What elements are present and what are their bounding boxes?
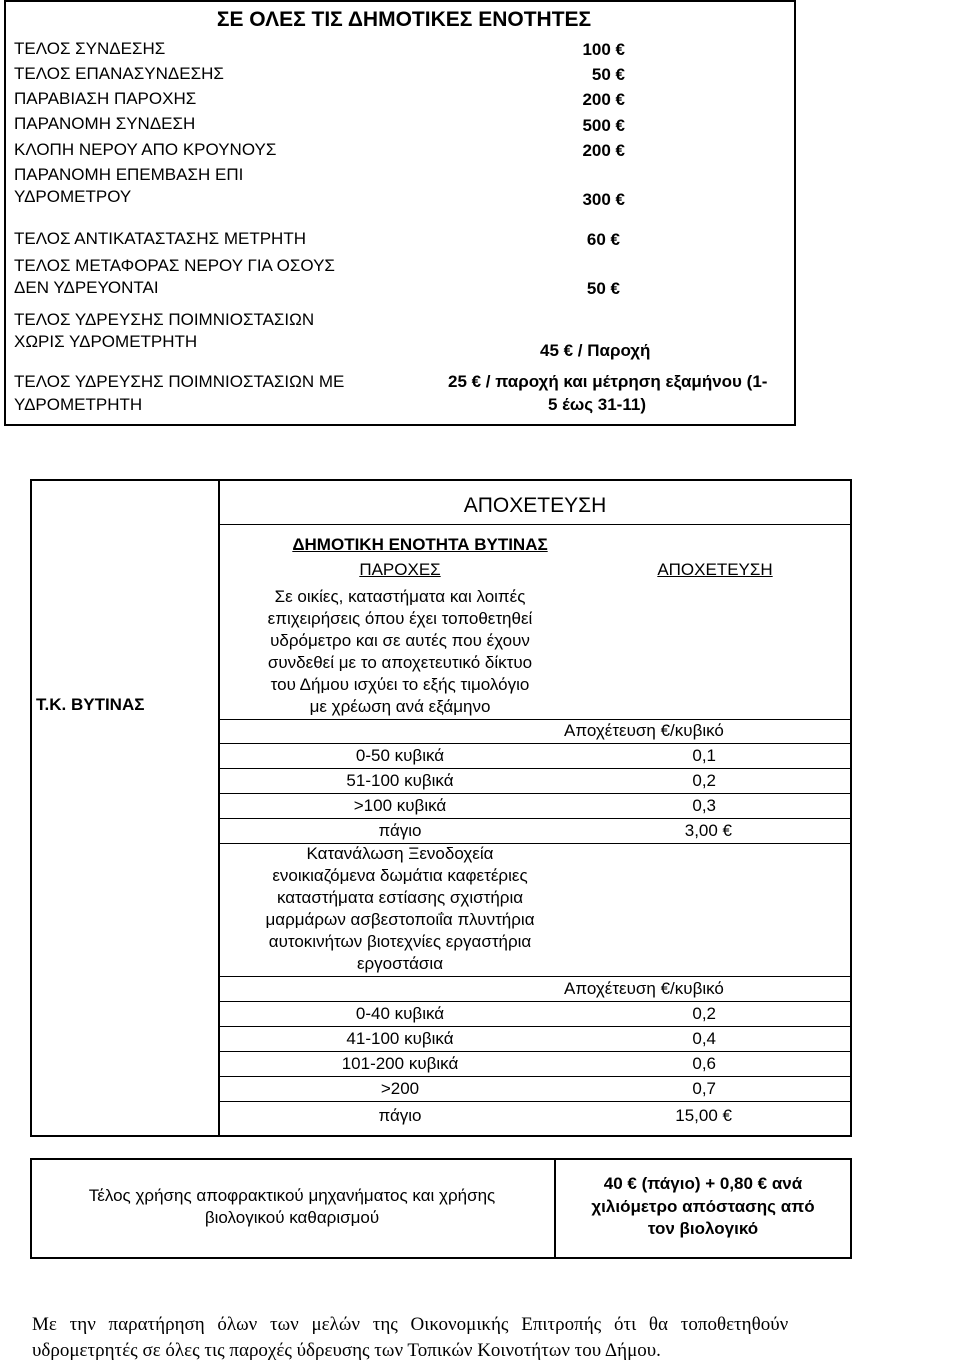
fee-label: ΠΑΡΑΒΙΑΣΗ ΠΑΡΟΧΗΣ xyxy=(14,89,197,108)
service-price: 40 € (πάγιο) + 0,80 € ανά xyxy=(603,1174,803,1193)
tier-price: 0,2 xyxy=(692,1004,716,1023)
fee-label: ΠΑΡΑΝΟΜΗ ΕΠΕΜΒΑΣΗ ΕΠΙ xyxy=(14,165,244,184)
tier-price: 0,2 xyxy=(692,771,716,790)
description-line: του Δήμου ισχύει το εξής τιμολόγιο xyxy=(270,675,530,694)
fee-value: 100 € xyxy=(582,40,625,59)
fee-value: 500 € xyxy=(582,116,625,135)
fee-value: 25 € / παροχή και μέτρηση εξαμήνου (1- xyxy=(448,372,768,391)
fee-value: 300 € xyxy=(582,190,625,209)
fee-label: ΧΩΡΙΣ ΥΔΡΟΜΕΤΡΗΤΗ xyxy=(14,332,198,351)
fee-value: 200 € xyxy=(582,141,625,160)
column-header-sewage: ΑΠΟΧΕΤΕΥΣΗ xyxy=(657,560,773,579)
fee-label: ΤΕΛΟΣ ΥΔΡΕΥΣΗΣ ΠΟΙΜΝΙΟΣΤΑΣΙΩΝ ΜΕ xyxy=(14,372,345,391)
tier-range: 41-100 κυβικά xyxy=(346,1029,454,1048)
column-header-supplies: ΠΑΡΟΧΕΣ xyxy=(359,560,441,579)
footer-line-justified: Με την παρατήρηση όλων των μελών της Οικονομικής Επιτροπής ότι θα τοποθετηθούν xyxy=(32,1314,789,1335)
business-line: μαρμάρων ασβεστοποιΐα πλυντήρια xyxy=(265,910,535,929)
business-line: Κατανάλωση Ξενοδοχεία xyxy=(306,844,494,863)
business-line: εργοστάσια xyxy=(356,954,444,973)
description-line: υδρόμετρο και σε αυτές που έχουν xyxy=(270,631,530,650)
row-divider xyxy=(219,793,852,794)
fees-title: ΣΕ ΟΛΕΣ ΤΙΣ ΔΗΜΟΤΙΚΕΣ ΕΝΟΤΗΤΕΣ xyxy=(216,8,592,31)
tier-price: 0,7 xyxy=(692,1079,716,1098)
fee-label: ΤΕΛΟΣ ΜΕΤΑΦΟΡΑΣ ΝΕΡΟΥ ΓΙΑ ΟΣΟΥΣ xyxy=(14,256,335,275)
tier-range: 51-100 κυβικά xyxy=(346,771,454,790)
fee-label: ΔΕΝ ΥΔΡΕΥΟΝΤΑΙ xyxy=(14,278,159,297)
description-line: Σε οικίες, καταστήματα και λοιπές xyxy=(274,587,526,606)
tier-price: 15,00 € xyxy=(675,1106,732,1125)
fee-label: ΥΔΡΟΜΕΤΡΗΤΗ xyxy=(14,395,143,414)
fee-value: 45 € / Παροχή xyxy=(540,341,651,360)
tier-range: >200 xyxy=(380,1079,420,1098)
description-line: επιχειρήσεις όπου έχει τοποθετηθεί xyxy=(267,609,533,628)
service-description: Τέλος χρήσης αποφρακτικού μηχανήματος και χρήσης xyxy=(88,1186,496,1205)
fee-value: 200 € xyxy=(582,90,625,109)
row-divider xyxy=(219,719,852,720)
row-divider xyxy=(219,976,852,977)
business-line: ενοικιαζόμενα δωμάτια καφετέριες xyxy=(272,866,528,885)
row-divider xyxy=(219,768,852,769)
fee-value: 60 € xyxy=(586,230,620,249)
business-line: καταστήματα εστίασης σχιστήρια xyxy=(276,888,524,907)
rate-header: Αποχέτευση €/κυβικό xyxy=(564,721,724,740)
tier-price: 3,00 € xyxy=(684,821,732,840)
tier-price: 0,1 xyxy=(692,746,716,765)
footer-line: υδρομετρητές σε όλες τις παροχές ύδρευσης των Τοπικών Κοινοτήτων του Δήμου. xyxy=(32,1340,661,1361)
fee-label: ΤΕΛΟΣ ΣΥΝΔΕΣΗΣ xyxy=(14,39,166,58)
tier-range: 0-50 κυβικά xyxy=(355,746,445,765)
tier-range: πάγιο xyxy=(378,1106,422,1125)
service-price: χιλιόμετρο απόστασης από xyxy=(591,1197,815,1216)
row-divider xyxy=(219,1026,852,1027)
title-divider xyxy=(219,524,852,525)
row-divider xyxy=(219,1001,852,1002)
fee-label: ΤΕΛΟΣ ΕΠΑΝΑΣΥΝΔΕΣΗΣ xyxy=(14,64,224,83)
municipal-unit-heading: ΔΗΜΟΤΙΚΗ ΕΝΟΤΗΤΑ ΒΥΤΙΝΑΣ xyxy=(292,535,548,554)
service-price: τον βιολογικό xyxy=(647,1219,759,1238)
fee-value: 5 έως 31-11) xyxy=(548,395,646,414)
row-divider xyxy=(219,1076,852,1077)
tier-range: 0-40 κυβικά xyxy=(355,1004,445,1023)
fee-value: 50 € xyxy=(586,279,620,298)
community-label: Τ.Κ. ΒΥΤΙΝΑΣ xyxy=(36,695,145,714)
tier-range: 101-200 κυβικά xyxy=(341,1054,459,1073)
sewage-title: ΑΠΟΧΕΤΕΥΣΗ xyxy=(463,494,607,517)
fee-label: ΤΕΛΟΣ ΥΔΡΕΥΣΗΣ ΠΟΙΜΝΙΟΣΤΑΣΙΩΝ xyxy=(14,310,315,329)
fee-label: ΤΕΛΟΣ ΑΝΤΙΚΑΤΑΣΤΑΣΗΣ ΜΕΤΡΗΤΗ xyxy=(14,229,306,248)
tier-price: 0,3 xyxy=(692,796,716,815)
business-line: αυτοκινήτων βιοτεχνίες εργαστήρια xyxy=(268,932,532,951)
row-divider xyxy=(219,1051,852,1052)
service-description: βιολογικού καθαρισμού xyxy=(204,1208,380,1227)
description-line: συνδεθεί με το αποχετευτικό δίκτυο xyxy=(267,653,533,672)
rate-header: Αποχέτευση €/κυβικό xyxy=(564,979,724,998)
tier-price: 0,4 xyxy=(692,1029,716,1048)
row-divider xyxy=(219,818,852,819)
fee-label: ΥΔΡΟΜΕΤΡΟΥ xyxy=(14,187,132,206)
fee-label: ΚΛΟΠΗ ΝΕΡΟΥ ΑΠΟ ΚΡΟΥΝΟΥΣ xyxy=(14,140,277,159)
row-divider xyxy=(219,1101,852,1102)
tier-range: πάγιο xyxy=(378,821,422,840)
tier-price: 0,6 xyxy=(692,1054,716,1073)
fee-value: 50 € xyxy=(591,65,625,84)
fee-label: ΠΑΡΑΝΟΜΗ ΣΥΝΔΕΣΗ xyxy=(14,114,196,133)
description-line: με χρέωση ανά εξάμηνο xyxy=(309,697,491,716)
tier-range: >100 κυβικά xyxy=(353,796,447,815)
row-divider xyxy=(219,743,852,744)
